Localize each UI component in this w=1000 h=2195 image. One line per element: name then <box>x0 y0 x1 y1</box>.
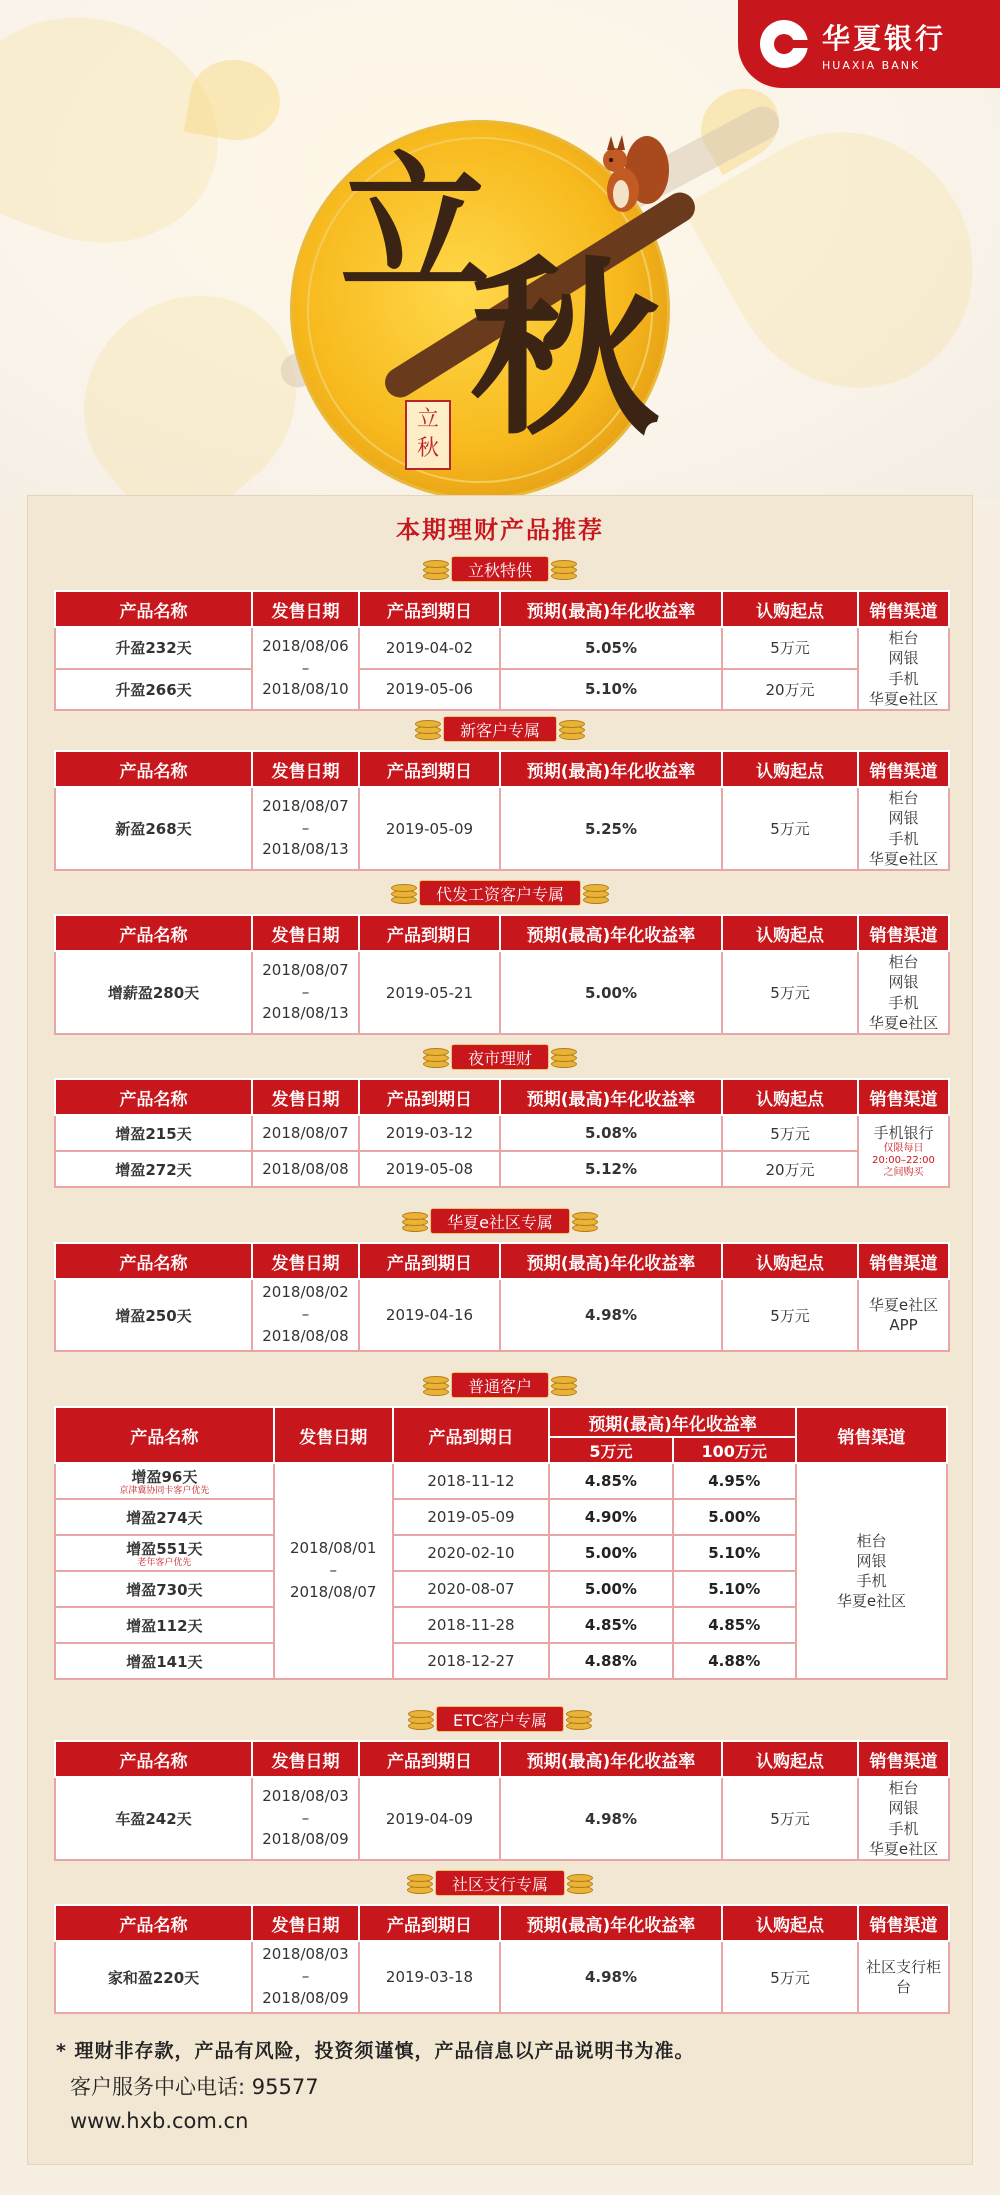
squirrel-illustration <box>585 120 675 230</box>
hero-char-1: 立 <box>340 137 491 313</box>
section-badge-4: 夜市理财 <box>421 1042 579 1072</box>
table-row[interactable]: 升盈266天 2019-05-06 5.10% 20万元 <box>55 669 949 711</box>
table-row[interactable]: 新盈268天 2018/08/07 – 2018/08/13 2019-05-09 5.25% 5万元 柜台 网银 手机 华夏e社区 <box>55 787 949 870</box>
table-row[interactable]: 增盈141天 2018-12-27 4.88% 4.88% <box>55 1643 947 1679</box>
coin-stack-icon <box>570 1206 600 1236</box>
risk-disclaimer: * 理财非存款，产品有风险，投资须谨慎，产品信息以产品说明书为准。 <box>56 2040 695 2062</box>
table-row[interactable]: 增薪盈280天 2018/08/07 – 2018/08/13 2019-05-21 5.00% 5万元 柜台 网银 手机 华夏e社区 <box>55 951 949 1034</box>
product-table-7: 产品名称 发售日期 产品到期日 预期(最高)年化收益率 认购起点 销售渠道 车盈242天 2018/08/03 – 2018/08/09 2019-04-09 4.98% 5万元 柜台 网银 手机 华夏e社区 <box>54 1740 950 1861</box>
section-badge-5: 华夏e社区专属 <box>400 1206 600 1236</box>
coin-stack-icon <box>389 878 419 908</box>
seal-stamp: 立 秋 <box>405 400 451 470</box>
product-table-4: 产品名称 发售日期 产品到期日 预期(最高)年化收益率 认购起点 销售渠道 增盈215天 2018/08/07 2019-03-12 5.08% 5万元 手机银行 仅限每日 20:00–22:00 之间购买 增盈272天 2018/08/08 2019-05-08 5.12% 20万元 <box>54 1078 950 1188</box>
coin-stack-icon <box>564 1704 594 1734</box>
table-row[interactable]: 增盈112天 2018-11-28 4.85% 4.85% <box>55 1607 947 1643</box>
product-panel <box>27 495 973 2165</box>
table-row[interactable]: 增盈215天 2018/08/07 2019-03-12 5.08% 5万元 手机银行 仅限每日 20:00–22:00 之间购买 <box>55 1115 949 1151</box>
coin-stack-icon <box>549 554 579 584</box>
product-table-3: 产品名称 发售日期 产品到期日 预期(最高)年化收益率 认购起点 销售渠道 增薪盈280天 2018/08/07 – 2018/08/13 2019-05-21 5.00% 5万元 柜台 网银 手机 华夏e社区 <box>54 914 950 1035</box>
table-row[interactable]: 增盈730天 2020-08-07 5.00% 5.10% <box>55 1571 947 1607</box>
section-badge-3: 代发工资客户专属 <box>389 878 611 908</box>
logo-name-en: HUAXIA BANK <box>822 58 921 72</box>
product-table-2: 产品名称 发售日期 产品到期日 预期(最高)年化收益率 认购起点 销售渠道 新盈268天 2018/08/07 – 2018/08/13 2019-05-09 5.25% 5万元 柜台 网银 手机 华夏e社区 <box>54 750 950 871</box>
panel-title: 本期理财产品推荐 <box>396 516 604 544</box>
coin-stack-icon <box>421 1370 451 1400</box>
footer <box>56 2036 695 2133</box>
huaxia-logo-icon <box>760 20 808 68</box>
section-badge-8: 社区支行专属 <box>405 1868 595 1898</box>
table-row[interactable]: 增盈96天 京津冀协同卡客户优先 2018/08/01 – 2018/08/07 2018-11-12 4.85% 4.95% 柜台 网银 手机 华夏e社区 <box>55 1463 947 1499</box>
section-badge-6: 普通客户 <box>421 1370 579 1400</box>
product-table-1: 产品名称 发售日期 产品到期日 预期(最高)年化收益率 认购起点 销售渠道 升盈232天 2018/08/06 – 2018/08/10 2019-04-02 5.05% 5万元 柜台 网银 手机 华夏e社区 升盈266天 2019-05-06 5.10% 20万元 <box>54 590 950 711</box>
bank-logo[interactable] <box>738 0 1000 88</box>
coin-stack-icon <box>413 714 443 744</box>
product-table-8: 产品名称 发售日期 产品到期日 预期(最高)年化收益率 认购起点 销售渠道 家和盈220天 2018/08/03 – 2018/08/09 2019-03-18 4.98% 5万元 社区支行柜台 <box>54 1904 950 2014</box>
product-table-6: 产品名称 发售日期 产品到期日 预期(最高)年化收益率 销售渠道 5万元 100万元 增盈96天 京津冀协同卡客户优先 2018/08/01 – 2018/08/07 2018-11-12 4.85% 4.95% 柜台 网银 手机 华夏e社区 增盈274天 2019-05-09 4.90% 5.00% 增盈551天 老年客户优先 2020-02-10 5.00% 5.10% 增盈730天 2020-08-07 5.00% 5.10% 增盈112天 2018-11-28 4.85% 4.85% 增盈141天 2018-12-27 4.88% 4.88% <box>54 1406 948 1680</box>
service-phone[interactable]: 客户服务中心电话: 95577 <box>70 2075 319 2099</box>
table-row[interactable]: 车盈242天 2018/08/03 – 2018/08/09 2019-04-09 4.98% 5万元 柜台 网银 手机 华夏e社区 <box>55 1777 949 1860</box>
ginkgo-leaf-decoration <box>0 0 250 278</box>
coin-stack-icon <box>581 878 611 908</box>
table-row[interactable]: 增盈250天 2018/08/02 – 2018/08/08 2019-04-16 4.98% 5万元 华夏e社区 APP <box>55 1279 949 1351</box>
table-row[interactable]: 增盈274天 2019-05-09 4.90% 5.00% <box>55 1499 947 1535</box>
coin-stack-icon <box>406 1704 436 1734</box>
section-badge-2: 新客户专属 <box>413 714 587 744</box>
product-table-5: 产品名称 发售日期 产品到期日 预期(最高)年化收益率 认购起点 销售渠道 增盈250天 2018/08/02 – 2018/08/08 2019-04-16 4.98% 5万元 华夏e社区 APP <box>54 1242 950 1352</box>
coin-stack-icon <box>405 1868 435 1898</box>
hero-char-2: 秋 <box>470 238 661 461</box>
coin-stack-icon <box>549 1370 579 1400</box>
hero-banner <box>0 0 1000 500</box>
section-badge-7: ETC客户专属 <box>406 1704 594 1734</box>
coin-stack-icon <box>421 554 451 584</box>
coin-stack-icon <box>565 1868 595 1898</box>
coin-stack-icon <box>421 1042 451 1072</box>
ginkgo-leaf-decoration <box>184 53 287 147</box>
coin-stack-icon <box>400 1206 430 1236</box>
logo-name-cn: 华夏银行 <box>822 21 947 55</box>
website-link[interactable]: www.hxb.com.cn <box>70 2109 249 2133</box>
table-row[interactable]: 家和盈220天 2018/08/03 – 2018/08/09 2019-03-18 4.98% 5万元 社区支行柜台 <box>55 1941 949 2013</box>
table-row[interactable]: 升盈232天 2018/08/06 – 2018/08/10 2019-04-02 5.05% 5万元 柜台 网银 手机 华夏e社区 <box>55 627 949 669</box>
coin-stack-icon <box>557 714 587 744</box>
table-row[interactable]: 增盈551天 老年客户优先 2020-02-10 5.00% 5.10% <box>55 1535 947 1571</box>
section-badge-1: 立秋特供 <box>421 554 579 584</box>
table-row[interactable]: 增盈272天 2018/08/08 2019-05-08 5.12% 20万元 <box>55 1151 949 1187</box>
coin-stack-icon <box>549 1042 579 1072</box>
